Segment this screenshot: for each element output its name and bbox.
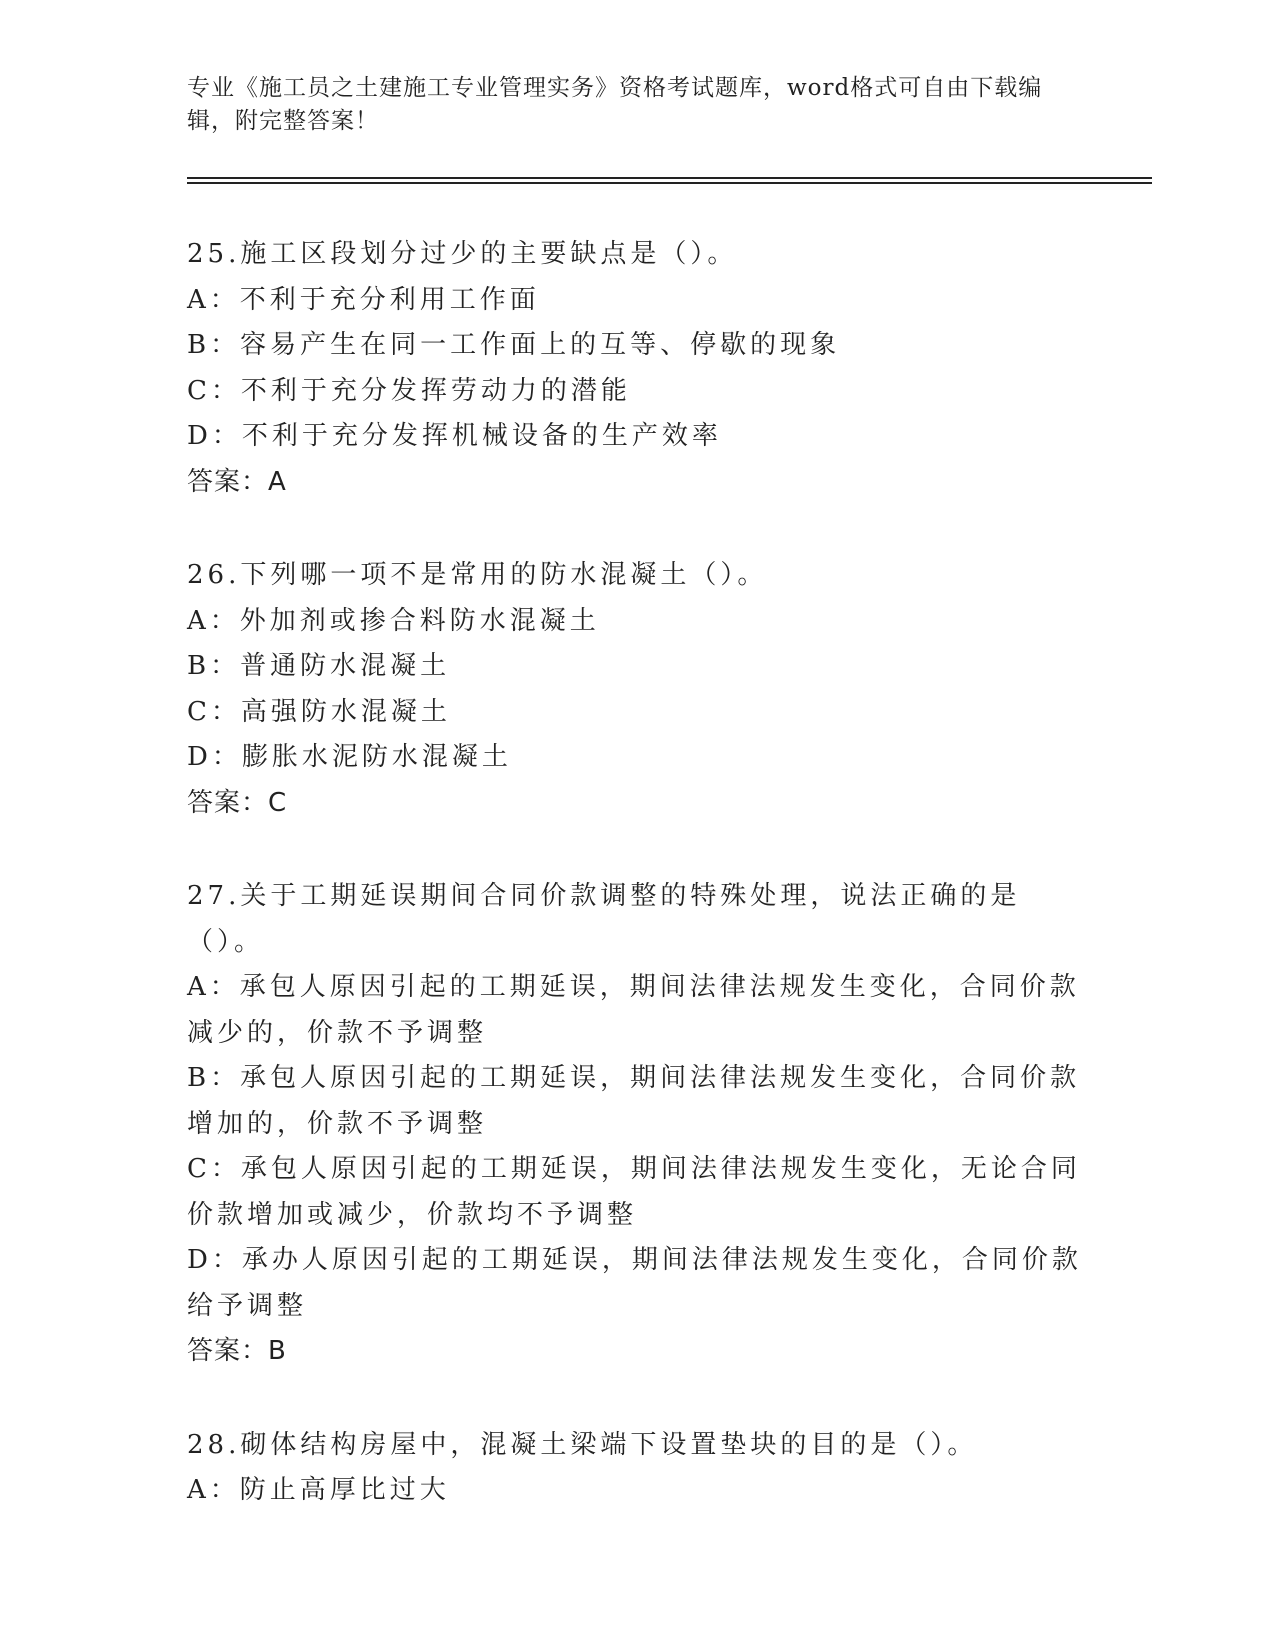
option-c: C：高强防水混凝土	[187, 696, 451, 727]
option-c: C：不利于充分发挥劳动力的潜能	[187, 375, 631, 406]
header-rule-bottom	[187, 182, 1152, 184]
option-a: A：承包人原因引起的工期延误，期间法律法规发生变化，合同价款减少的，价款不予调整	[187, 972, 1080, 1048]
question-stem: 28.砌体结构房屋中，混凝土梁端下设置垫块的目的是（）。	[187, 1429, 978, 1460]
header-rule-top	[187, 177, 1152, 179]
header-line-1: 专业《施工员之土建施工专业管理实务》资格考试题库，word格式可自由下载编	[187, 75, 1043, 101]
option-a: A：防止高厚比过大	[187, 1475, 450, 1505]
answer-line: 答案：A	[187, 466, 287, 497]
question-stem: 25.施工区段划分过少的主要缺点是（）。	[187, 239, 738, 269]
option-d: D：不利于充分发挥机械设备的生产效率	[187, 421, 722, 451]
option-c: C：承包人原因引起的工期延误，期间法律法规发生变化，无论合同价款增加或减少，价款均不予调整	[187, 1154, 1081, 1230]
option-b: B：容易产生在同一工作面上的互等、停歇的现象	[187, 330, 841, 360]
question-list	[187, 232, 1087, 1562]
option-b: B：普通防水混凝土	[187, 651, 451, 681]
answer-line: 答案：B	[187, 1336, 287, 1366]
question-28	[187, 1423, 1087, 1514]
option-d: D：承办人原因引起的工期延误，期间法律法规发生变化，合同价款给予调整	[187, 1245, 1082, 1321]
option-d: D：膨胀水泥防水混凝土	[187, 742, 512, 772]
option-a: A：不利于充分利用工作面	[187, 284, 540, 315]
answer-line: 答案：C	[187, 787, 288, 818]
document-header	[187, 72, 1067, 138]
question-stem: 26.下列哪一项不是常用的防水混凝土（）。	[187, 560, 768, 590]
question-27	[187, 874, 1087, 1375]
option-a: A：外加剂或掺合料防水混凝土	[187, 605, 600, 636]
question-stem: 27.关于工期延误期间合同价款调整的特殊处理，说法正确的是（）。	[187, 881, 1021, 957]
option-b: B：承包人原因引起的工期延误，期间法律法规发生变化，合同价款增加的，价款不予调整	[187, 1063, 1081, 1139]
header-line-2: 辑，附完整答案！	[187, 108, 379, 134]
question-25	[187, 232, 1087, 505]
question-26	[187, 553, 1087, 826]
